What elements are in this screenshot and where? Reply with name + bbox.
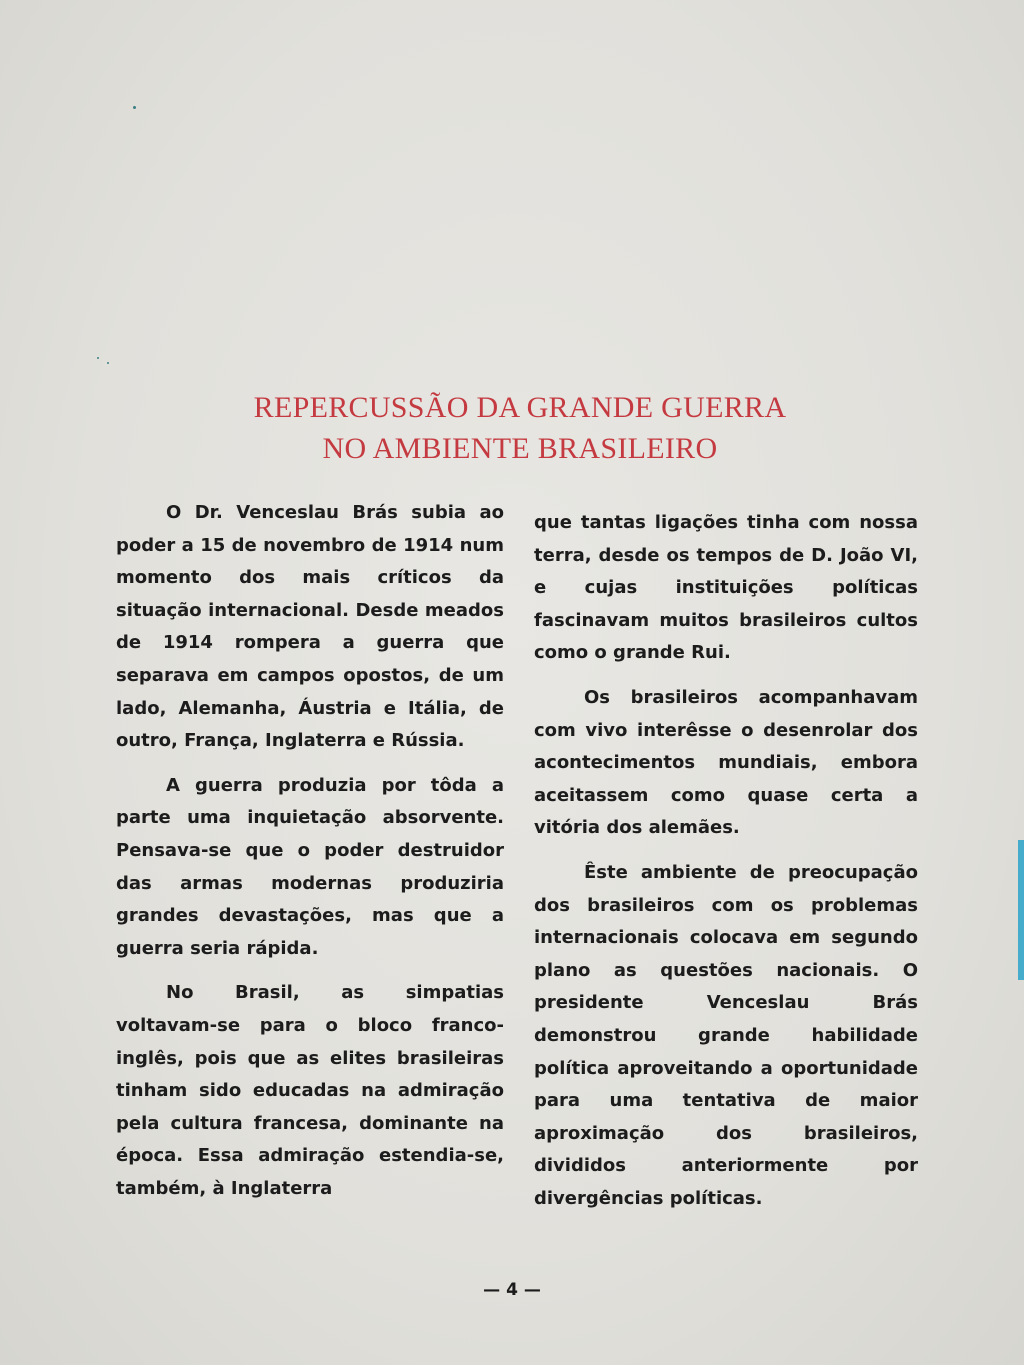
paragraph-continued: que tantas ligações tinha com nossa terra, desde os tempos de D. João VI, e cujas instituições políticas fascinavam muitos brasileiros cultos como o grande Rui.: [534, 512, 918, 664]
paragraph: No Brasil, as simpatias voltavam-se para o bloco franco-inglês, pois que as elites brasileiras tinham sido educadas na admiração pela cultura francesa, dominante na época. Essa admiração estendia-se, também, à Inglaterra: [116, 982, 504, 1199]
paragraph: Êste ambiente de preocupação dos brasileiros com os problemas internacionais colocava em segundo plano as questões nacionais. O presidente Venceslau Brás demonstrou grande habilidade política aproveitando a oportunidade para uma tentativa de maior aproximação dos brasileiros, divididos anteriormente por divergências políticas.: [534, 861, 918, 1209]
page-number: — 4 —: [483, 1280, 541, 1300]
paragraph: Os brasileiros acompanhavam com vivo interêsse o desenrolar dos acontecimentos mundiais, embora aceitassem como quase certa a vitória dos alemães.: [534, 686, 918, 839]
chapter-title-line-2: NO AMBIENTE BRASILEIRO: [322, 432, 718, 465]
page-edge-cover: [1018, 840, 1024, 980]
ink-speck: [97, 357, 99, 359]
chapter-title-line-1: REPERCUSSÃO DA GRANDE GUERRA: [253, 391, 787, 424]
ink-speck: [107, 362, 109, 364]
left-column: [116, 497, 504, 1217]
paragraph: A guerra produzia por tôda a parte uma inquietação absorvente. Pensava-se que o poder destruidor das armas modernas produziria grandes devastações, mas que a guerra seria rápida.: [116, 774, 504, 959]
ink-speck: [133, 106, 136, 109]
right-column: [534, 507, 918, 1227]
paragraph: O Dr. Venceslau Brás subia ao poder a 15 de novembro de 1914 num momento dos mais críticos da situação internacional. Desde meados de 1914 rompera a guerra que separava em campos opostos, de um lado, Alemanha, Áustria e Itália, de outro, França, Inglaterra e Rússia.: [116, 502, 504, 752]
